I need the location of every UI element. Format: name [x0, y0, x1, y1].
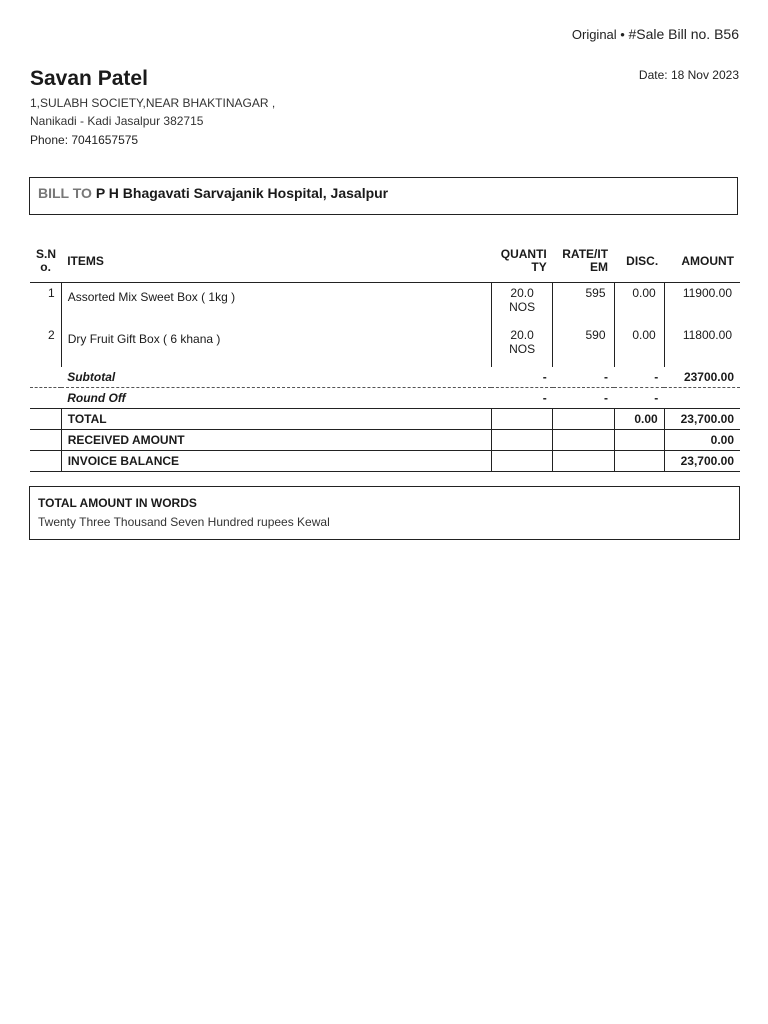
bill-date: Date: 18 Nov 2023	[638, 68, 739, 82]
subtotal-label: Subtotal	[61, 367, 491, 388]
round-off-empty	[30, 388, 61, 409]
bill-number: #Sale Bill no. B56	[628, 26, 739, 42]
header-rate-line1: RATE/IT	[562, 247, 609, 261]
header-quantity	[491, 244, 552, 283]
balance-label: INVOICE BALANCE	[61, 451, 491, 472]
row-quantity	[491, 325, 552, 367]
row-qty-unit: NOS	[509, 342, 536, 356]
subtotal-empty	[30, 367, 61, 388]
received-empty	[30, 430, 61, 451]
table-header-row	[30, 244, 740, 283]
row-disc: 0.00	[614, 325, 664, 367]
row-quantity	[491, 283, 552, 326]
header-sno-line2: o.	[40, 260, 51, 274]
amount-in-words-value: Twenty Three Thousand Seven Hundred rupees Kewal	[38, 515, 330, 529]
total-disc: 0.00	[614, 409, 664, 430]
subtotal-rate: -	[553, 367, 614, 388]
row-sno: 2	[48, 328, 55, 342]
header-sno	[30, 244, 61, 283]
received-label: RECEIVED AMOUNT	[61, 430, 491, 451]
row-rate: 590	[553, 325, 614, 367]
subtotal-qty: -	[491, 367, 552, 388]
table-row	[30, 325, 740, 367]
total-empty	[30, 409, 61, 430]
total-rate	[553, 409, 614, 430]
seller-address-line1: 1,SULABH SOCIETY,NEAR BHAKTINAGAR ,	[30, 96, 276, 110]
received-qty	[491, 430, 552, 451]
balance-disc	[614, 451, 664, 472]
total-amount: 23,700.00	[664, 409, 740, 430]
row-item: Assorted Mix Sweet Box ( 1kg )	[61, 283, 491, 326]
round-off-label: Round Off	[61, 388, 491, 409]
copy-label: Original •	[571, 27, 625, 42]
total-label: TOTAL	[61, 409, 491, 430]
row-qty-unit: NOS	[509, 300, 536, 314]
amount-in-words-title: TOTAL AMOUNT IN WORDS	[38, 496, 197, 510]
seller-phone: Phone: 7041657575	[30, 133, 139, 147]
header-sno-line1: S.N	[36, 247, 57, 261]
header-items: ITEMS	[61, 244, 491, 283]
round-off-rate: -	[553, 388, 614, 409]
row-rate: 595	[553, 283, 614, 326]
header-qty-line2: TY	[531, 260, 547, 274]
seller-address-line2: Nanikadi - Kadi Jasalpur 382715	[30, 114, 204, 128]
bill-to-box	[29, 177, 738, 215]
balance-amount: 23,700.00	[664, 451, 740, 472]
items-table	[30, 244, 740, 472]
bill-header	[572, 26, 739, 42]
balance-empty	[30, 451, 61, 472]
total-qty	[491, 409, 552, 430]
round-off-qty: -	[491, 388, 552, 409]
row-qty-value: 20.0	[510, 286, 534, 300]
header-amount: AMOUNT	[664, 244, 740, 283]
total-row	[30, 409, 740, 430]
received-rate	[553, 430, 614, 451]
received-row	[30, 430, 740, 451]
header-qty-line1: QUANTI	[500, 247, 547, 261]
balance-rate	[553, 451, 614, 472]
header-rate	[553, 244, 614, 283]
received-disc	[614, 430, 664, 451]
subtotal-amount: 23700.00	[664, 367, 740, 388]
balance-row	[30, 451, 740, 472]
subtotal-row	[30, 367, 740, 388]
table-row	[30, 283, 740, 326]
balance-qty	[491, 451, 552, 472]
header-disc: DISC.	[614, 244, 664, 283]
round-off-row	[30, 388, 740, 409]
bill-to-label: BILL TO	[38, 185, 92, 201]
round-off-disc: -	[614, 388, 664, 409]
seller-name: Savan Patel	[30, 67, 148, 90]
header-rate-line2: EM	[590, 260, 609, 274]
received-amount: 0.00	[664, 430, 740, 451]
round-off-amount	[664, 388, 740, 409]
amount-in-words-box	[29, 486, 740, 540]
row-item: Dry Fruit Gift Box ( 6 khana )	[61, 325, 491, 367]
row-amount: 11800.00	[664, 325, 740, 367]
row-amount: 11900.00	[664, 283, 740, 326]
bill-to-name: P H Bhagavati Sarvajanik Hospital, Jasalpur	[95, 185, 389, 201]
row-sno: 1	[48, 286, 55, 300]
subtotal-disc: -	[614, 367, 664, 388]
row-qty-value: 20.0	[510, 328, 534, 342]
row-disc: 0.00	[614, 283, 664, 326]
